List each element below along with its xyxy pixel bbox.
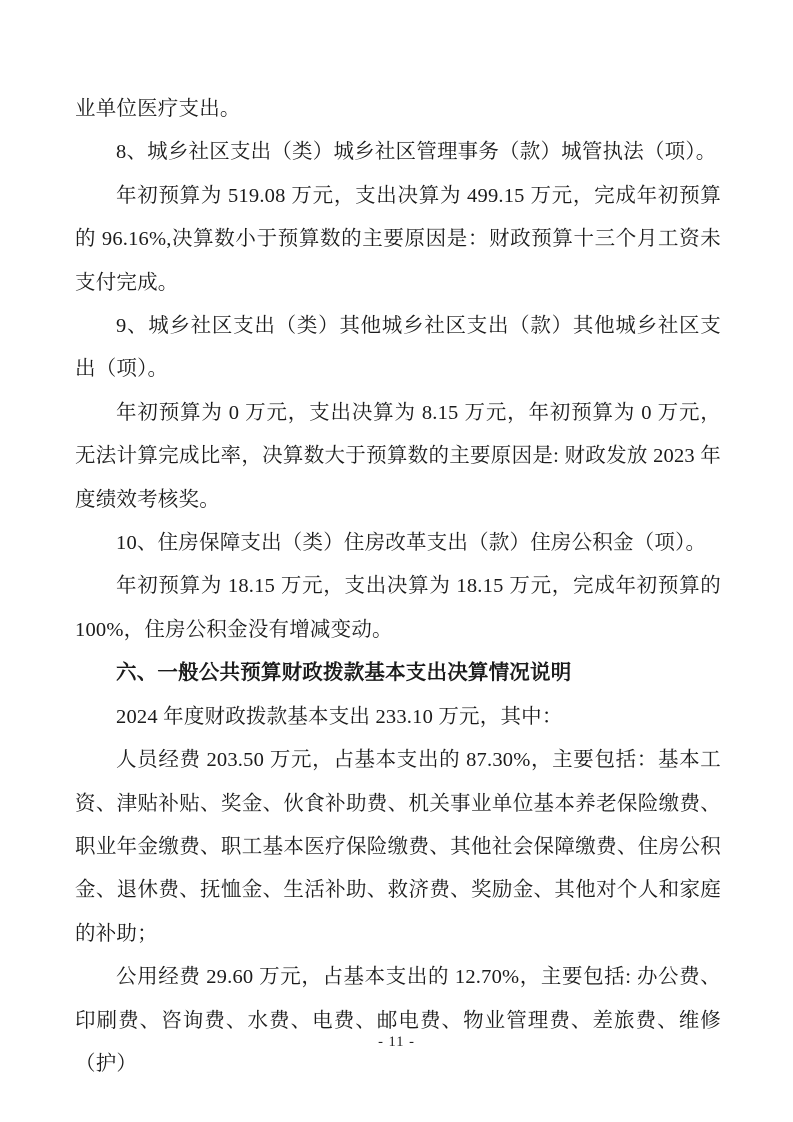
page-number: - 11 - bbox=[378, 1034, 415, 1050]
section-heading-six: 六、一般公共预算财政拨款基本支出决算情况说明 bbox=[116, 662, 572, 685]
paragraph-item-8: 8、城乡社区支出（类）城乡社区管理事务（款）城管执法（项）。 bbox=[116, 141, 717, 164]
paragraph-item-9-detail: 年初预算为 0 万元，支出决算为 8.15 万元，年初预算为 0 万元，无法计算完成比率，决算数大于预算数的主要原因是: 财政发放 2023 年度绩效考核奖。 bbox=[75, 401, 721, 511]
paragraph-item-8-detail: 年初预算为 519.08 万元，支出决算为 499.15 万元，完成年初预算的 96.16%,决算数小于预算数的主要原因是：财政预算十三个月工资未支付完成。 bbox=[75, 184, 721, 294]
paragraph-personnel-funds: 人员经费 203.50 万元，占基本支出的 87.30%，主要包括：基本工资、津贴补贴、奖金、伙食补助费、机关事业单位基本养老保险缴费、职业年金缴费、职工基本医疗保险缴费、其他社会保障缴费、住房公积金、退休费、抚恤金、生活补助、救济费、奖励金、其他对个人和家庭的补助； bbox=[75, 749, 721, 945]
paragraph-item-9: 9、城乡社区支出（类）其他城乡社区支出（款）其他城乡社区支出（项）。 bbox=[75, 315, 721, 381]
paragraph-item-10: 10、住房保障支出（类）住房改革支出（款）住房公积金（项）。 bbox=[116, 532, 707, 555]
document-body bbox=[75, 88, 721, 1086]
paragraph-basic-expenditure-total: 2024 年度财政拨款基本支出 233.10 万元，其中： bbox=[116, 705, 563, 728]
paragraph-item-10-detail: 年初预算为 18.15 万元，支出决算为 18.15 万元，完成年初预算的 100%，住房公积金没有增减变动。 bbox=[75, 575, 721, 641]
paragraph-medical-expense-continuation: 业单位医疗支出。 bbox=[75, 98, 241, 120]
paragraph-public-funds: 公用经费 29.60 万元，占基本支出的 12.70%，主要包括: 办公费、印刷费、咨询费、水费、电费、邮电费、物业管理费、差旅费、维修（护） bbox=[75, 966, 721, 1075]
